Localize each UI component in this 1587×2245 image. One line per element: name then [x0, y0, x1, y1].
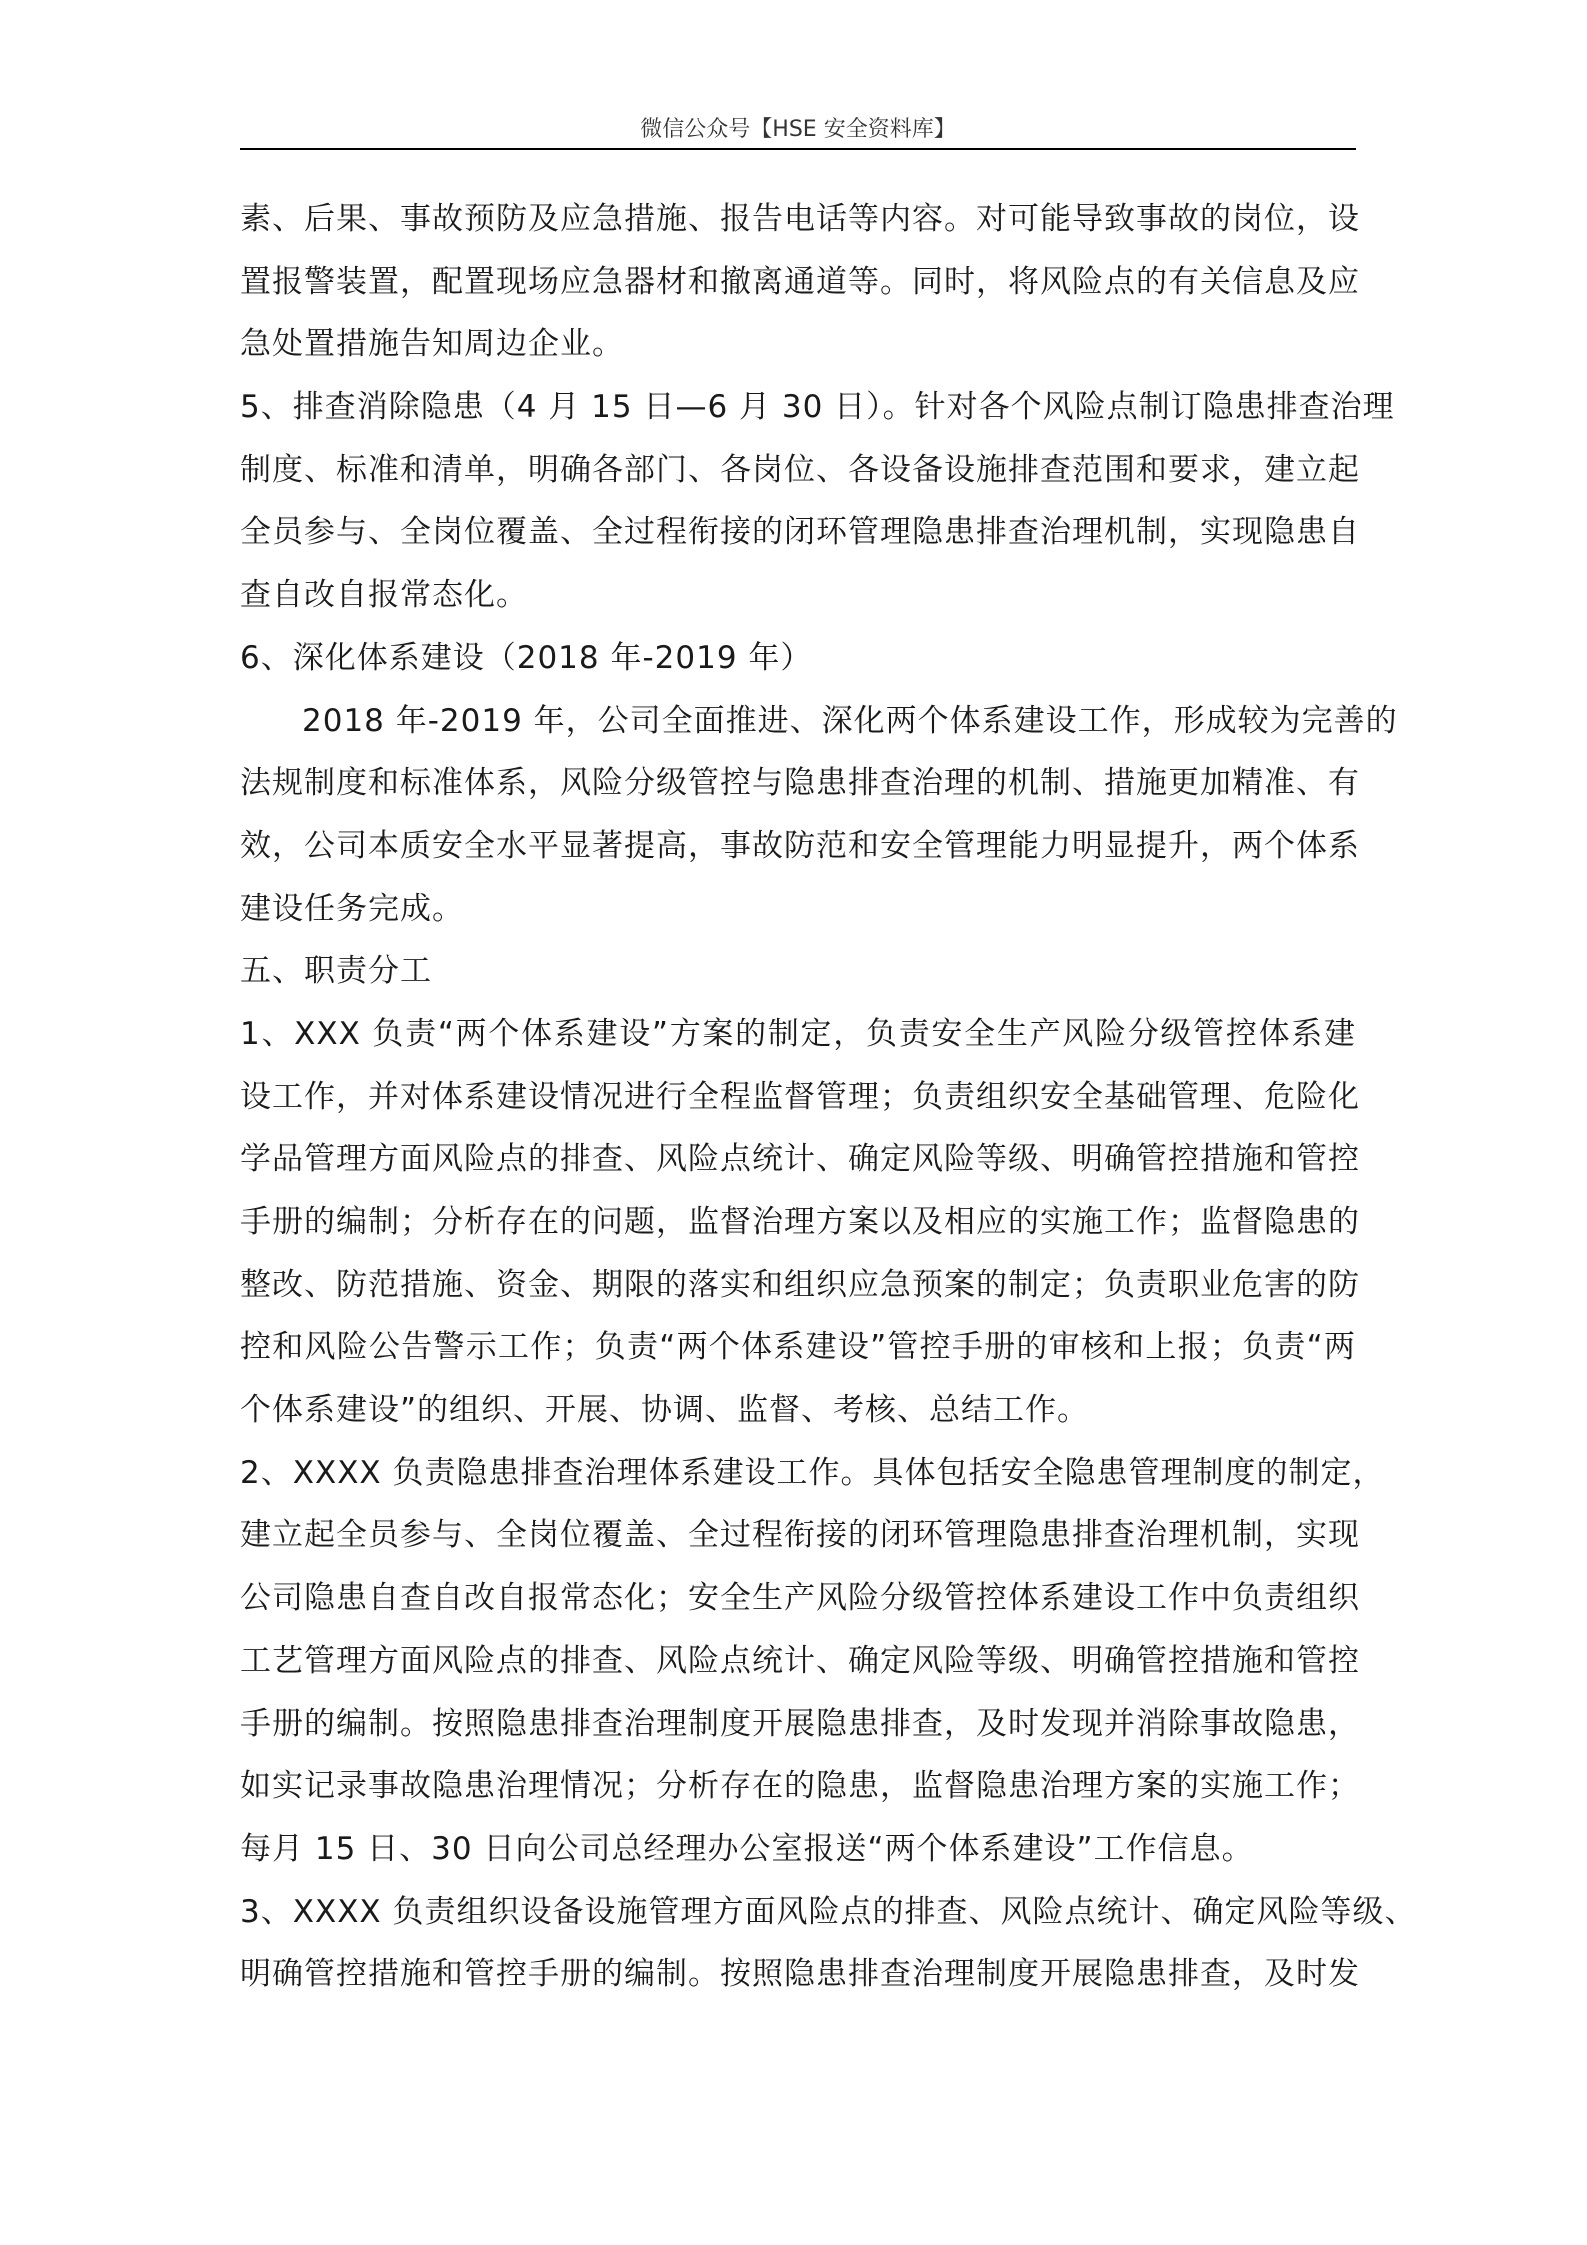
text-line: 急处置措施告知周边企业。 — [240, 326, 624, 363]
text-line: 如实记录事故隐患治理情况；分析存在的隐患，监督隐患治理方案的实施工作； — [240, 1768, 1360, 1805]
text-line: 2、XXXX 负责隐患排查治理体系建设工作。具体包括安全隐患管理制度的制定， — [240, 1454, 1385, 1491]
text-line: 手册的编制；分析存在的问题，监督治理方案以及相应的实施工作；监督隐患的 — [240, 1204, 1360, 1240]
text-line: 全员参与、全岗位覆盖、全过程衔接的闭环管理隐患排查治理机制，实现隐患自 — [240, 514, 1360, 551]
text-line: 每月 15 日、30 日向公司总经理办公室报送“两个体系建设”工作信息。 — [240, 1830, 1254, 1867]
text-line: 3、XXXX 负责组织设备设施管理方面风险点的排查、风险点统计、确定风险等级、 — [240, 1893, 1417, 1930]
text-line: 学品管理方面风险点的排查、风险点统计、确定风险等级、明确管控措施和管控 — [240, 1141, 1360, 1178]
page-header: 微信公众号【HSE 安全资料库】 — [640, 117, 956, 142]
text-line: 五、职责分工 — [240, 953, 432, 990]
text-line: 个体系建设”的组织、开展、协调、监督、考核、总结工作。 — [240, 1392, 1090, 1429]
text-line: 6、深化体系建设（2018 年-2019 年） — [240, 639, 813, 676]
text-line: 建立起全员参与、全岗位覆盖、全过程衔接的闭环管理隐患排查治理机制，实现 — [240, 1517, 1360, 1554]
text-line: 建设任务完成。 — [240, 890, 464, 927]
text-line: 素、后果、事故预防及应急措施、报告电话等内容。对可能导致事故的岗位，设 — [240, 201, 1360, 237]
text-line: 效，公司本质安全水平显著提高，事故防范和安全管理能力明显提升，两个体系 — [240, 827, 1360, 864]
text-line: 整改、防范措施、资金、期限的落实和组织应急预案的制定；负责职业危害的防 — [240, 1266, 1360, 1303]
text-line: 2018 年-2019 年，公司全面推进、深化两个体系建设工作，形成较为完善的 — [302, 702, 1398, 739]
text-line: 制度、标准和清单，明确各部门、各岗位、各设备设施排查范围和要求，建立起 — [240, 451, 1360, 488]
text-line: 1、XXX 负责“两个体系建设”方案的制定，负责安全生产风险分级管控体系建 — [240, 1015, 1356, 1052]
text-line: 公司隐患自查自改自报常态化；安全生产风险分级管控体系建设工作中负责组织 — [240, 1580, 1360, 1617]
text-line: 手册的编制。按照隐患排查治理制度开展隐患排查，及时发现并消除事故隐患， — [240, 1705, 1360, 1742]
text-line: 控和风险公告警示工作；负责“两个体系建设”管控手册的审核和上报；负责“两 — [240, 1329, 1356, 1366]
text-line: 置报警装置，配置现场应急器材和撤离通道等。同时，将风险点的有关信息及应 — [240, 263, 1360, 300]
text-line: 明确管控措施和管控手册的编制。按照隐患排查治理制度开展隐患排查，及时发 — [240, 1956, 1360, 1993]
text-line: 法规制度和标准体系，风险分级管控与隐患排查治理的机制、措施更加精准、有 — [240, 765, 1360, 802]
text-line: 工艺管理方面风险点的排查、风险点统计、确定风险等级、明确管控措施和管控 — [240, 1642, 1360, 1679]
text-line: 查自改自报常态化。 — [240, 577, 528, 614]
header-divider — [240, 148, 1356, 150]
text-line: 5、排查消除隐患（4 月 15 日—6 月 30 日）。针对各个风险点制订隐患排查治理 — [240, 389, 1395, 426]
text-line: 设工作，并对体系建设情况进行全程监督管理；负责组织安全基础管理、危险化 — [240, 1078, 1360, 1115]
document-body — [240, 188, 1417, 2006]
